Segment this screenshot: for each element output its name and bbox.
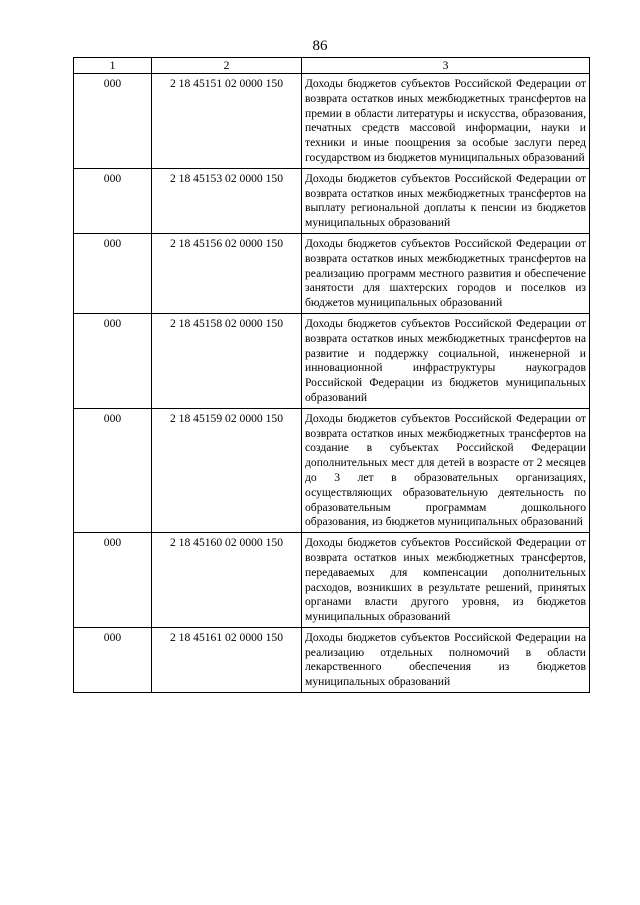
table-row xyxy=(74,168,590,233)
description-cell: Доходы бюджетов субъектов Российской Федерации от возврата остатков иных межбюджетных трансфертов на премии в области литературы и искусства, образования, печатных средств массовой информации, науки и техники и иные поощрения за особые заслуги перед государством из бюджетов муниципальных образований xyxy=(302,74,590,169)
admin-code-cell: 000 xyxy=(74,533,152,628)
description-cell: Доходы бюджетов субъектов Российской Федерации от возврата остатков иных межбюджетных трансфертов на выплату региональной доплаты к пенсии из бюджетов муниципальных образований xyxy=(302,168,590,233)
admin-code-cell: 000 xyxy=(74,233,152,313)
budget-code-cell: 2 18 45153 02 0000 150 xyxy=(152,168,302,233)
admin-code-cell: 000 xyxy=(74,313,152,408)
revenue-codes-table xyxy=(73,57,590,693)
table-row xyxy=(74,533,590,628)
admin-code-cell: 000 xyxy=(74,627,152,692)
budget-code-cell: 2 18 45160 02 0000 150 xyxy=(152,533,302,628)
budget-code-cell: 2 18 45161 02 0000 150 xyxy=(152,627,302,692)
description-cell: Доходы бюджетов субъектов Российской Федерации от возврата остатков иных межбюджетных трансфертов на развитие и поддержку социальной, инженерной и инновационной инфраструктуры наукоградов Российской Федерации из бюджетов муниципальных образований xyxy=(302,313,590,408)
table-row xyxy=(74,627,590,692)
description-cell: Доходы бюджетов субъектов Российской Федерации от возврата остатков иных межбюджетных трансфертов на создание в субъектах Российской Федерации дополнительных мест для детей в возрасте от 2 месяцев до 3 лет в образовательных организациях, осуществляющих образовательную деятельность по образовательным программам дошкольного образования, из бюджетов муниципальных образований xyxy=(302,408,590,532)
budget-code-cell: 2 18 45156 02 0000 150 xyxy=(152,233,302,313)
table-row xyxy=(74,74,590,169)
description-cell: Доходы бюджетов субъектов Российской Федерации на реализацию отдельных полномочий в области лекарственного обеспечения из бюджетов муниципальных образований xyxy=(302,627,590,692)
table-row xyxy=(74,408,590,532)
table-row xyxy=(74,233,590,313)
page-number: 86 xyxy=(312,38,328,54)
table-header-row xyxy=(74,58,590,74)
column-header-2: 2 xyxy=(152,58,302,74)
description-cell: Доходы бюджетов субъектов Российской Федерации от возврата остатков иных межбюджетных трансфертов, передаваемых для компенсации дополнительных расходов, возникших в результате решений, принятых органами власти другого уровня, из бюджетов муниципальных образований xyxy=(302,533,590,628)
budget-code-cell: 2 18 45159 02 0000 150 xyxy=(152,408,302,532)
budget-code-cell: 2 18 45151 02 0000 150 xyxy=(152,74,302,169)
admin-code-cell: 000 xyxy=(74,408,152,532)
description-cell: Доходы бюджетов субъектов Российской Федерации от возврата остатков иных межбюджетных трансфертов на реализацию программ местного развития и обеспечение занятости для шахтерских городов и поселков из бюджетов муниципальных образований xyxy=(302,233,590,313)
column-header-1: 1 xyxy=(74,58,152,74)
admin-code-cell: 000 xyxy=(74,74,152,169)
budget-code-cell: 2 18 45158 02 0000 150 xyxy=(152,313,302,408)
table-row xyxy=(74,313,590,408)
column-header-3: 3 xyxy=(302,58,590,74)
admin-code-cell: 000 xyxy=(74,168,152,233)
